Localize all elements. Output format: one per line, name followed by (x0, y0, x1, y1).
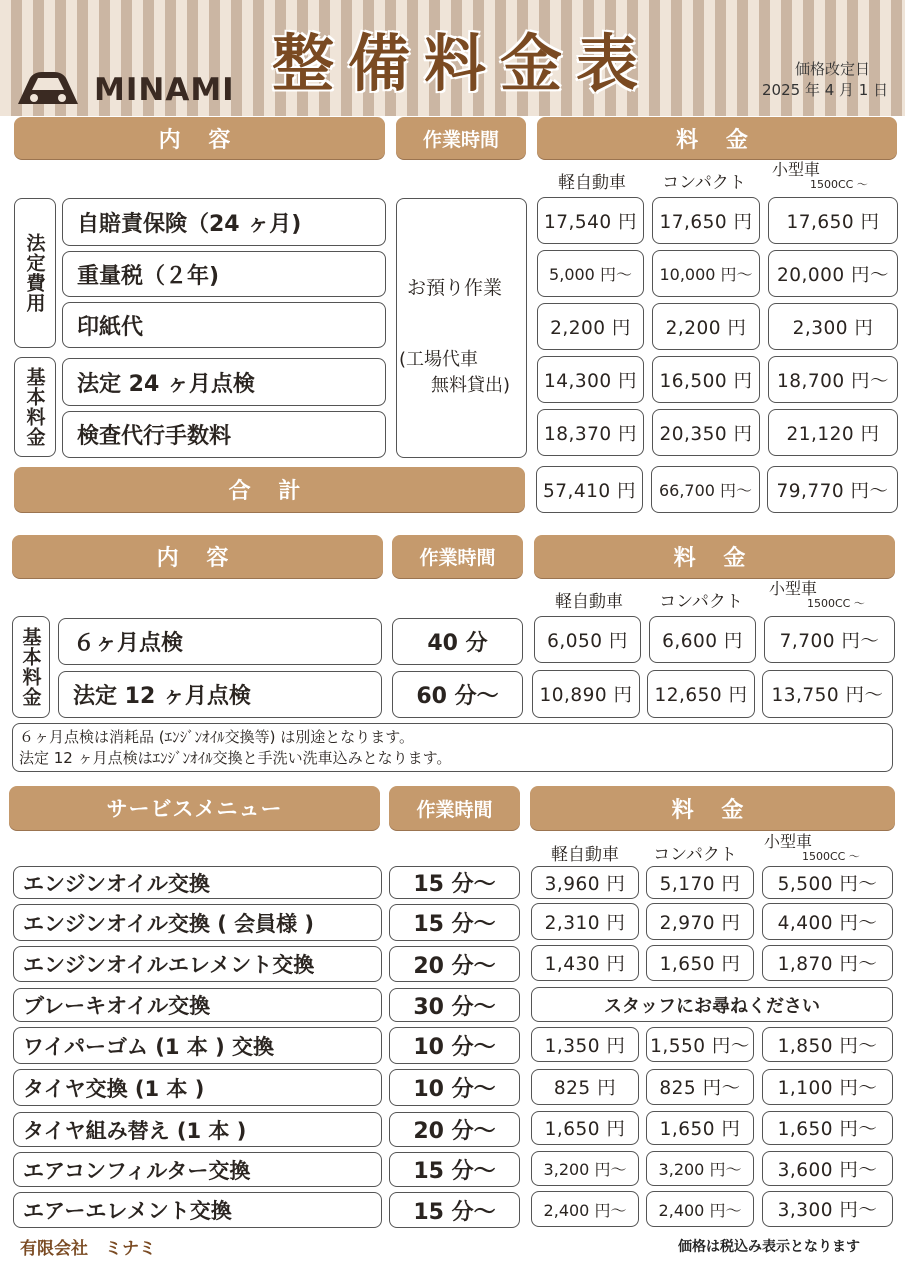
s2-r1-compact: 6,600 円 (649, 616, 756, 663)
total-small: 79,770 円～ (767, 466, 898, 513)
s3-r2-kei: 2,310 円 (531, 903, 639, 940)
s1-row-5-name: 検査代行手数料 (62, 411, 386, 458)
s1-r2-compact: 10,000 円～ (652, 250, 760, 297)
s3-col-kei: 軽自動車 (551, 845, 619, 865)
s1-r3-compact: 2,200 円 (652, 303, 760, 350)
s1-row-3-name: 印紙代 (62, 302, 386, 348)
s1-r5-kei: 18,370 円 (537, 409, 644, 456)
revision-date: 2025 年 4 月 1 日 (762, 81, 889, 99)
s3-r5-compact: 1,550 円～ (646, 1027, 754, 1062)
s1-r1-kei: 17,540 円 (537, 197, 644, 244)
s1-row-4-name: 法定 24 ヶ月点検 (62, 358, 386, 406)
s1-row-2-name: 重量税（２年) (62, 251, 386, 297)
s2-note-line-1: ６ヶ月点検は消耗品 (ｴﾝｼﾞﾝｵｲﾙ交換等) は別途となります。 (19, 728, 415, 746)
s1-row-1-name: 自賠責保険（24 ヶ月) (62, 198, 386, 246)
s2-content-header: 内 容 (12, 535, 383, 578)
s3-row-9-name: エアーエレメント交換 (13, 1192, 382, 1228)
s3-r3-compact: 1,650 円 (646, 945, 754, 981)
s3-time-header: 作業時間 (389, 786, 520, 830)
s3-menu-header: サービスメニュー (9, 786, 380, 830)
s1-content-header: 内 容 (14, 117, 385, 159)
s2-time-header: 作業時間 (392, 535, 523, 578)
s1-col-kei: 軽自動車 (558, 173, 626, 193)
s3-row-6-time: 10 分～ (389, 1069, 520, 1106)
s3-row-4-time: 30 分～ (389, 988, 520, 1022)
s3-r3-kei: 1,430 円 (531, 945, 639, 981)
s3-row-7-name: タイヤ組み替え (1 本 ) (13, 1112, 382, 1147)
s3-row-2-name: エンジンオイル交換 ( 会員様 ) (13, 904, 382, 941)
s2-col-small: 小型車 1500CC ～ (769, 579, 865, 610)
s3-row-8-time: 15 分～ (389, 1152, 520, 1187)
s2-row-1-name: ６ヶ月点検 (58, 618, 382, 665)
s1-r3-kei: 2,200 円 (537, 303, 644, 350)
car-logo-icon (16, 70, 80, 108)
s1-r2-small: 20,000 円～ (768, 250, 898, 297)
s3-r9-small: 3,300 円～ (762, 1191, 893, 1227)
s3-col-compact: コンパクト (653, 845, 737, 865)
s3-r6-compact: 825 円～ (646, 1069, 754, 1105)
s2-row-2-name: 法定 12 ヶ月点検 (58, 671, 382, 718)
s3-row-1-time: 15 分～ (389, 866, 520, 899)
s3-price-header: 料 金 (530, 786, 895, 830)
s3-row-5-name: ワイパーゴム (1 本 ) 交換 (13, 1027, 382, 1064)
total-compact: 66,700 円～ (651, 466, 760, 513)
s3-r5-small: 1,850 円～ (762, 1027, 893, 1062)
s3-r6-kei: 825 円 (531, 1069, 639, 1105)
company-name: 有限会社 ミナミ (20, 1239, 156, 1259)
s1-price-header: 料 金 (537, 117, 897, 159)
s2-group-basic-fee: 基本料金 (12, 616, 50, 718)
s3-row-8-name: エアコンフィルター交換 (13, 1152, 382, 1187)
s1-r4-kei: 14,300 円 (537, 356, 644, 403)
s2-col-compact: コンパクト (659, 592, 743, 612)
s2-note (12, 723, 893, 772)
s2-row-1-time: 40 分 (392, 618, 523, 665)
s1-r3-small: 2,300 円 (768, 303, 898, 350)
s3-row-6-name: タイヤ交換 (1 本 ) (13, 1069, 382, 1106)
s3-r7-compact: 1,650 円 (646, 1111, 754, 1145)
s1-r2-kei: 5,000 円～ (537, 250, 644, 297)
s1-r4-small: 18,700 円～ (768, 356, 898, 403)
s3-r8-compact: 3,200 円～ (646, 1151, 754, 1186)
s1-time-header: 作業時間 (396, 117, 526, 159)
s3-r1-compact: 5,170 円 (646, 866, 754, 899)
brand-logo-text: MINAMI (94, 72, 235, 108)
s3-r5-kei: 1,350 円 (531, 1027, 639, 1062)
s3-row-2-time: 15 分～ (389, 904, 520, 941)
s3-col-small: 小型車 1500CC ～ (764, 832, 860, 863)
s3-row-7-time: 20 分～ (389, 1112, 520, 1147)
s1-time-cell: お預り作業 (工場代車 無料貸出) (396, 198, 527, 458)
s3-r4-merged: スタッフにお尋ねください (531, 987, 893, 1022)
s2-note-line-2: 法定 12 ヶ月点検はｴﾝｼﾞﾝｵｲﾙ交換と手洗い洗車込みとなります。 (19, 749, 452, 767)
s3-r3-small: 1,870 円～ (762, 945, 893, 981)
revision-label: 価格改定日 (795, 60, 871, 78)
s1-r1-small: 17,650 円 (768, 197, 898, 244)
group-legal-fees: 法定費用 (14, 198, 56, 348)
s3-row-3-name: エンジンオイルエレメント交換 (13, 946, 382, 982)
s3-r8-small: 3,600 円～ (762, 1151, 893, 1186)
s3-r9-compact: 2,400 円～ (646, 1191, 754, 1227)
s3-row-5-time: 10 分～ (389, 1027, 520, 1064)
s3-r9-kei: 2,400 円～ (531, 1191, 639, 1227)
s2-r2-compact: 12,650 円 (647, 670, 755, 718)
s1-col-small: 小型車 1500CC ～ (772, 160, 868, 191)
s3-row-9-time: 15 分～ (389, 1192, 520, 1228)
s1-r5-small: 21,120 円 (768, 409, 898, 456)
s3-row-4-name: ブレーキオイル交換 (13, 988, 382, 1022)
s2-r1-small: 7,700 円～ (764, 616, 895, 663)
s1-r5-compact: 20,350 円 (652, 409, 760, 456)
s3-r6-small: 1,100 円～ (762, 1069, 893, 1105)
s3-row-3-time: 20 分～ (389, 946, 520, 982)
s2-row-2-time: 60 分～ (392, 671, 523, 718)
s3-r7-small: 1,650 円～ (762, 1111, 893, 1145)
page-title: 整備料金表 (272, 27, 653, 100)
s3-r2-small: 4,400 円～ (762, 903, 893, 940)
s2-r2-small: 13,750 円～ (762, 670, 893, 718)
s2-price-header: 料 金 (534, 535, 895, 578)
s1-r1-compact: 17,650 円 (652, 197, 760, 244)
tax-note: 価格は税込み表示となります (678, 1239, 860, 1255)
total-label: 合 計 (14, 467, 525, 512)
s3-r1-kei: 3,960 円 (531, 866, 639, 899)
group-basic-fee: 基本料金 (14, 357, 56, 457)
s2-col-kei: 軽自動車 (555, 592, 623, 612)
s3-r7-kei: 1,650 円 (531, 1111, 639, 1145)
s3-r1-small: 5,500 円～ (762, 866, 893, 899)
s3-r2-compact: 2,970 円 (646, 903, 754, 940)
s3-row-1-name: エンジンオイル交換 (13, 866, 382, 899)
s2-r2-kei: 10,890 円 (532, 670, 640, 718)
s1-col-compact: コンパクト (662, 173, 746, 193)
s3-r8-kei: 3,200 円～ (531, 1151, 639, 1186)
s2-r1-kei: 6,050 円 (534, 616, 641, 663)
s1-r4-compact: 16,500 円 (652, 356, 760, 403)
total-kei: 57,410 円 (536, 466, 643, 513)
